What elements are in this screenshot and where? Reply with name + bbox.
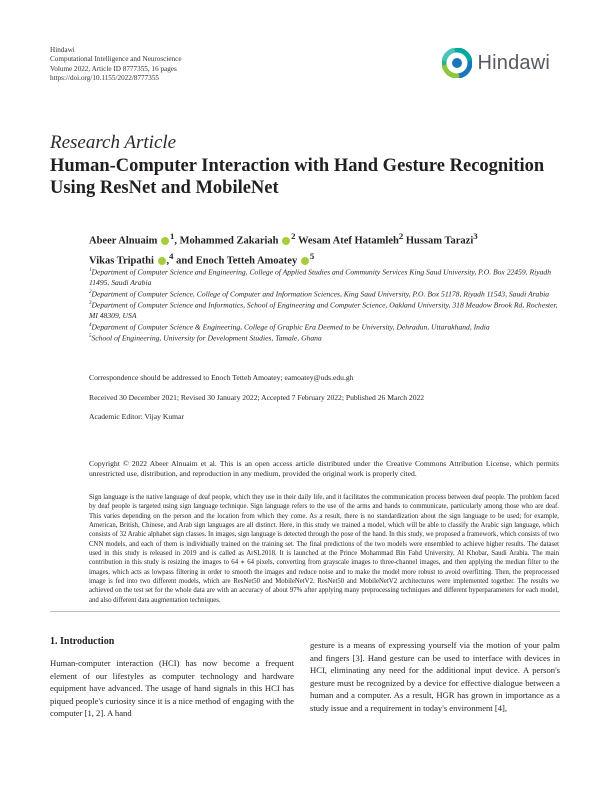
affiliation-number: 3: [89, 301, 92, 307]
hindawi-logo: [442, 48, 550, 78]
journal-name: Computational Intelligence and Neuroscience: [50, 55, 182, 64]
logo-text: Hindawi: [477, 51, 550, 74]
hindawi-logo-icon: [442, 48, 472, 78]
journal-header: [50, 46, 182, 84]
affiliation-item: [89, 266, 559, 288]
paper-title: Human-Computer Interaction with Hand Gesture Recognition Using ResNet and MobileNet: [50, 156, 545, 198]
affiliation-item: [89, 299, 559, 321]
affiliation-number: 2: [89, 289, 92, 295]
article-dates: Received 30 December 2021; Revised 30 January 2022; Accepted 7 February 2022; Published 26 March 2022: [89, 393, 425, 402]
affiliation-text: Department of Computer Science & Engineering, College of Graphic Era Deemed to be University, Dehradun, Uttarakhand, India: [91, 322, 490, 332]
academic-editor: Academic Editor: Vijay Kumar: [89, 412, 184, 421]
affiliation-item: [89, 332, 559, 344]
affiliation-text: Department of Computer Science and Informatics, School of Engineering and Computer Science, Oakland University, 318 Meadow Brook Rd, Rochester, MI 48309, USA: [89, 300, 558, 320]
publisher-name: Hindawi: [50, 46, 75, 54]
author-name: Mohammed Zakariah: [179, 235, 279, 247]
author-name: Abeer Alnuaim: [89, 235, 158, 247]
volume-line: Volume 2022, Article ID 8777355, 16 pages: [50, 64, 177, 73]
copyright-notice: Copyright © 2022 Abeer Alnuaim et al. This is an open access article distributed under the Creative Commons Attribution License, which permits unrestricted use, distribution, and reproduction in any medium, provided the original work is properly cited.: [89, 459, 559, 478]
affiliation-item: [89, 288, 559, 300]
section-divider: [50, 611, 560, 612]
author-affiliation-number: 2: [291, 231, 296, 241]
section-heading: 1. Introduction: [50, 636, 115, 647]
author-name: Vikas Tripathi: [89, 255, 154, 266]
orcid-icon[interactable]: [158, 257, 166, 265]
author-name: Enoch Tetteh Amoatey: [195, 255, 298, 266]
affiliation-number: 4: [89, 322, 92, 328]
orcid-icon[interactable]: [282, 237, 290, 245]
affiliation-text: School of Engineering, University for Development Studies, Tamale, Ghana: [91, 333, 322, 343]
author-affiliation-number: 3: [473, 231, 478, 241]
orcid-icon[interactable]: [161, 237, 169, 245]
author-affiliation-number: 4: [169, 250, 174, 261]
correspondence: Correspondence should be addressed to Enoch Tetteh Amoatey; eamoatey@uds.edu.gh: [89, 373, 354, 382]
author-affiliation-number: 5: [309, 250, 315, 261]
affiliation-number: 5: [89, 334, 92, 340]
doi-link[interactable]: https://doi.org/10.1155/2022/8777355: [50, 74, 160, 83]
affiliation-number: 1: [89, 268, 92, 273]
author-name: Wesam Atef Hatamleh: [297, 235, 399, 247]
author-name: Hussam Tarazi: [405, 235, 474, 247]
affiliation-text: Department of Computer Science, College of Computer and Information Sciences, King Saud University, P.O. Box 51178, Riyadh 11543, Saudi Arabia: [91, 289, 550, 299]
orcid-icon[interactable]: [301, 257, 309, 265]
affiliation-item: [89, 321, 559, 333]
affiliation-text: Department of Computer Science and Engineering, College of Applied Studies and Community Services King Saud University, P.O. Box 22459, Riyadh 11495, Saudi Arabia: [89, 267, 551, 287]
intro-left-column: Human-computer interaction (HCI) has now become a frequent element of our lifestyles as computer technology and hardware equipment have advanced. The usage of hand signals in this HCI has piqued people's curiosity since it is a nice method of engaging with the computer [1, 2]. A hand: [50, 658, 294, 719]
author-affiliation-number: 2: [398, 231, 404, 241]
affiliations: [89, 266, 559, 344]
intro-right-column: gesture is a means of expressing yourself via the motion of your palm and fingers [3]. Hand gesture can be used to interface with devices in HCI, eliminating any need for the additional input device. A person's gesture must be recognized by a device for effective dialogue between a human and a computer. As a result, HGR has grown in importance as a study issue and a requirement in today's environment [4],: [310, 640, 560, 713]
abstract: Sign language is the native language of deaf people, which they use in their daily life, and it facilitates the communication process between deaf people. The problem faced by deaf people is targeted using sign language technique. Sign language refers to the use of the arms and hands to communicate, particularly among those who are deaf. This varies depending on the person and the location from which they come. As a result, there is no standardization about the sign language to be used; for example, American, British, Chinese, and Arab sign languages are all distinct. Here, in this study we trained a model, which will be able to classify the Arabic sign language, which consists of 32 Arabic alphabet sign classes. In images, sign language is detected through the pose of the hand. In this study, we proposed a framework, which consists of two CNN models, and each of them is individually trained on the training set. The final predictions of the two models were ensembled to achieve higher results. The dataset used in this study is released in 2019 and is called as ArSL2018. It is launched at the Prince Mohammad Bin Fahd University, Al Khobar, Saudi Arabia. The main contribution in this study is resizing the images to 64 ∗ 64 pixels, converting from grayscale images to three-channel images, and then applying the median filter to the images, which acts as lowpass filtering in order to smooth the images and reduce noise and to make the model more robust to avoid overfitting. Then, the preprocessed image is fed into two different models, which are ResNet50 and MobileNetV2. ResNet50 and MobileNetV2 architectures were implemented together. The results we achieved on the test set for the whole data are with an accuracy of about 97% after applying many preprocessing techniques and different hyperparameters for each model, and also different data augmentation techniques.: [89, 494, 559, 604]
author-affiliation-number: 1: [169, 231, 175, 241]
author-list: Abeer Alnuaim $^1$, Mohammed Zakariah $^2$ Wesam Atef Hatamleh$^2$ Hussam Tarazi$^3$ Vikas Tripathi ,$^4$ and Enoch Tetteh Amoatey $^5$: [89, 231, 478, 266]
article-type: Research Article: [50, 132, 177, 153]
